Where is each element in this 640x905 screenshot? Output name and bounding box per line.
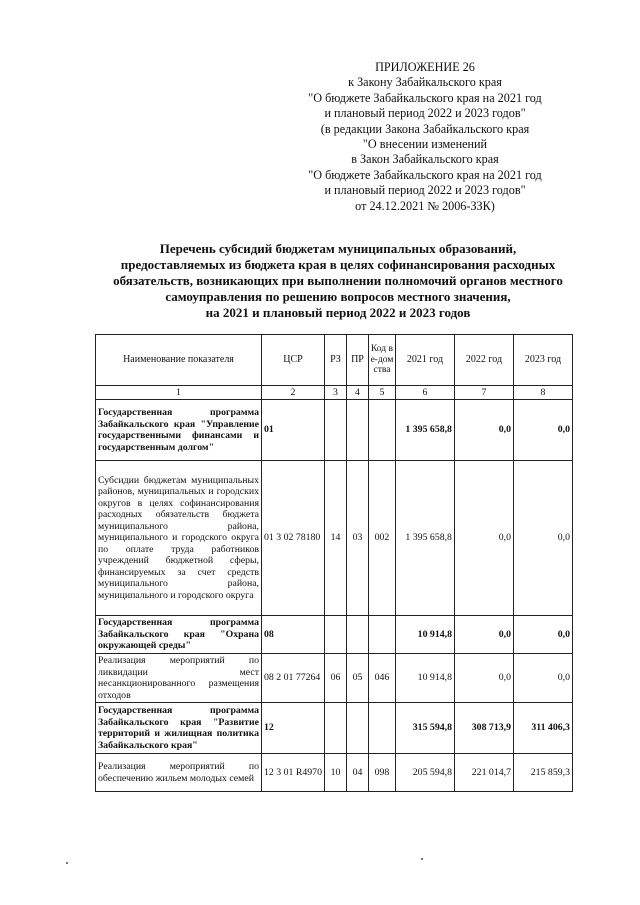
row-2023: 0,0 bbox=[513, 616, 572, 654]
appendix-line: в Закон Забайкальского края bbox=[351, 152, 499, 167]
row-name: Реализация мероприятий по обеспечению жильем молодых семей bbox=[96, 754, 262, 792]
appendix-line: "О внесении изменений bbox=[362, 137, 488, 152]
row-2022: 221 014,7 bbox=[454, 754, 513, 792]
row-2021: 205 594,8 bbox=[395, 754, 454, 792]
subsidies-table bbox=[95, 334, 573, 792]
title-line: на 2021 и плановый период 2022 и 2023 годов bbox=[205, 305, 471, 320]
row-2023: 0,0 bbox=[513, 400, 572, 461]
row-2021: 1 395 658,8 bbox=[395, 400, 454, 461]
row-pr: 05 bbox=[346, 654, 368, 703]
appendix-line: ПРИЛОЖЕНИЕ 26 bbox=[375, 60, 475, 74]
column-number: 1 bbox=[96, 386, 262, 400]
appendix-line: и плановый период 2022 и 2023 годов" bbox=[324, 106, 526, 121]
title-line: Перечень субсидий бюджетам муниципальных образований, bbox=[159, 241, 517, 256]
row-pr bbox=[346, 703, 368, 754]
row-pr: 04 bbox=[346, 754, 368, 792]
row-csr: 08 bbox=[262, 616, 325, 654]
row-2022: 0,0 bbox=[454, 461, 513, 616]
header-ved: Код ве-домства bbox=[368, 335, 395, 386]
row-rz: 14 bbox=[324, 461, 346, 616]
row-pr: 03 bbox=[346, 461, 368, 616]
appendix-line: (в редакции Закона Забайкальского края bbox=[320, 121, 530, 136]
appendix-line: "О бюджете Забайкальского края на 2021 год bbox=[308, 90, 542, 105]
appendix-block bbox=[290, 60, 560, 214]
appendix-line: от 24.12.2021 № 2006-ЗЗК) bbox=[355, 198, 495, 213]
row-2023: 311 406,3 bbox=[513, 703, 572, 754]
appendix-line: к Закону Забайкальского края bbox=[348, 75, 502, 90]
row-pr bbox=[346, 400, 368, 461]
title-line: обязательств, возникающих при выполнении полномочий органов местного bbox=[113, 273, 563, 288]
row-2021: 1 395 658,8 bbox=[395, 461, 454, 616]
row-name: Государственная программа Забайкальского края "Охрана окружающей среды" bbox=[96, 616, 262, 654]
row-ved bbox=[368, 616, 395, 654]
header-pr: ПР bbox=[346, 335, 368, 386]
table-row bbox=[96, 400, 573, 461]
table-row bbox=[96, 616, 573, 654]
header-name: Наименование показателя bbox=[96, 335, 262, 386]
row-2021: 10 914,8 bbox=[395, 616, 454, 654]
row-rz bbox=[324, 400, 346, 461]
column-number: 5 bbox=[368, 386, 395, 400]
scan-speck bbox=[66, 862, 68, 864]
header-2023: 2023 год bbox=[513, 335, 572, 386]
title-line: предоставляемых из бюджета края в целях софинансирования расходных bbox=[120, 257, 556, 272]
row-2023: 0,0 bbox=[513, 654, 572, 703]
row-rz: 10 bbox=[324, 754, 346, 792]
table-row bbox=[96, 654, 573, 703]
header-2022: 2022 год bbox=[454, 335, 513, 386]
scan-speck bbox=[421, 858, 423, 860]
document-title bbox=[88, 241, 588, 321]
row-2023: 215 859,3 bbox=[513, 754, 572, 792]
column-number-row bbox=[96, 386, 573, 400]
table-row bbox=[96, 754, 573, 792]
table-header-row bbox=[96, 335, 573, 386]
row-2022: 0,0 bbox=[454, 616, 513, 654]
row-name: Реализация мероприятий по ликвидации мест несанкционированного размещения отходов bbox=[96, 654, 262, 703]
row-2022: 0,0 bbox=[454, 654, 513, 703]
column-number: 4 bbox=[346, 386, 368, 400]
row-2022: 0,0 bbox=[454, 400, 513, 461]
row-name: Государственная программа Забайкальского края "Управление государственными финансами и государственным долгом" bbox=[96, 400, 262, 461]
row-csr: 01 bbox=[262, 400, 325, 461]
column-number: 3 bbox=[324, 386, 346, 400]
column-number: 7 bbox=[454, 386, 513, 400]
row-name: Государственная программа Забайкальского края "Развитие территорий и жилищная политика Забайкальского края" bbox=[96, 703, 262, 754]
title-line: самоуправления по решению вопросов местного значения, bbox=[165, 289, 511, 304]
row-csr: 01 3 02 78180 bbox=[262, 461, 325, 616]
column-number: 2 bbox=[262, 386, 325, 400]
row-ved: 098 bbox=[368, 754, 395, 792]
header-csr: ЦСР bbox=[262, 335, 325, 386]
table-row bbox=[96, 703, 573, 754]
row-2021: 315 594,8 bbox=[395, 703, 454, 754]
row-csr: 08 2 01 77264 bbox=[262, 654, 325, 703]
row-name: Субсидии бюджетам муниципальных районов, муниципальных и городских округов в целях софинансирования расходных обязательств бюджета муниципального района, муниципального и городского округа по оплате труда работников учреждений бюджетной сферы, финансируемых за счет средств муниципального района, муниципального и городского округа bbox=[96, 461, 262, 616]
column-number: 6 bbox=[395, 386, 454, 400]
appendix-line: "О бюджете Забайкальского края на 2021 год bbox=[308, 167, 542, 182]
row-rz bbox=[324, 616, 346, 654]
row-csr: 12 3 01 R4970 bbox=[262, 754, 325, 792]
header-2021: 2021 год bbox=[395, 335, 454, 386]
row-pr bbox=[346, 616, 368, 654]
row-2022: 308 713,9 bbox=[454, 703, 513, 754]
row-rz: 06 bbox=[324, 654, 346, 703]
header-rz: РЗ bbox=[324, 335, 346, 386]
table-row bbox=[96, 461, 573, 616]
row-rz bbox=[324, 703, 346, 754]
row-2023: 0,0 bbox=[513, 461, 572, 616]
row-ved: 046 bbox=[368, 654, 395, 703]
column-number: 8 bbox=[513, 386, 572, 400]
row-ved bbox=[368, 400, 395, 461]
appendix-line: и плановый период 2022 и 2023 годов" bbox=[324, 183, 526, 198]
row-2021: 10 914,8 bbox=[395, 654, 454, 703]
row-ved bbox=[368, 703, 395, 754]
row-csr: 12 bbox=[262, 703, 325, 754]
row-ved: 002 bbox=[368, 461, 395, 616]
